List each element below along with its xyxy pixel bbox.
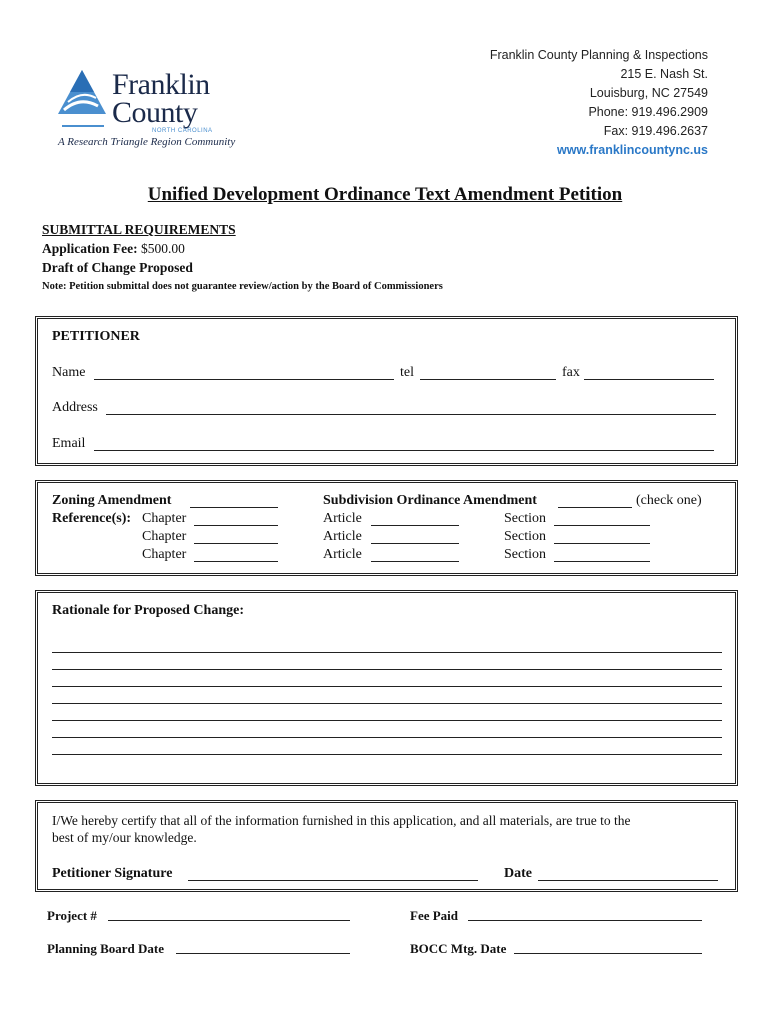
address-fax: Fax: 919.496.2637 [603, 124, 708, 138]
logo-franklin: Franklin [112, 68, 210, 101]
section-field-3[interactable] [554, 561, 650, 562]
address-phone: Phone: 919.496.2909 [588, 105, 708, 119]
name-label: Name [52, 365, 86, 380]
chapter-label: Chapter [142, 529, 187, 544]
project-label: Project # [47, 908, 97, 923]
subdivision-amendment-field[interactable] [558, 507, 632, 508]
section-label: Section [504, 511, 546, 526]
rationale-line-2[interactable] [52, 669, 722, 670]
email-label: Email [52, 436, 86, 451]
address-city: Louisburg, NC 27549 [589, 86, 708, 100]
section-field-2[interactable] [554, 543, 650, 544]
project-field[interactable] [108, 920, 350, 921]
article-label: Article [323, 529, 362, 544]
subdivision-amendment-label: Subdivision Ordinance Amendment [323, 493, 537, 508]
article-field-1[interactable] [371, 525, 459, 526]
section-field-1[interactable] [554, 525, 650, 526]
logo-tagline: A Research Triangle Region Community [58, 136, 236, 148]
fax-field[interactable] [584, 379, 714, 380]
article-label: Article [323, 547, 362, 562]
rationale-line-4[interactable] [52, 703, 722, 704]
address-street: 215 E. Nash St. [620, 67, 708, 81]
rationale-line-6[interactable] [52, 737, 722, 738]
petitioner-box [35, 316, 738, 466]
zoning-amendment-field[interactable] [190, 507, 278, 508]
zoning-amendment-label: Zoning Amendment [52, 493, 172, 508]
draft-requirement: Draft of Change Proposed [42, 260, 193, 275]
bocc-date-label: BOCC Mtg. Date [410, 941, 507, 956]
check-one-note: (check one) [636, 493, 702, 508]
email-field[interactable] [94, 450, 714, 451]
tel-label: tel [400, 365, 414, 380]
address-label: Address [52, 400, 98, 415]
fee-label: Application Fee: [42, 241, 138, 256]
references-box [35, 480, 738, 576]
chapter-label: Chapter [142, 547, 187, 562]
name-field[interactable] [94, 379, 394, 380]
logo-state: NORTH CAROLINA [152, 128, 213, 134]
bocc-date-field[interactable] [514, 953, 702, 954]
signature-field[interactable] [188, 880, 478, 881]
certification-box [35, 800, 738, 892]
requirements-heading: SUBMITTAL REQUIREMENTS [42, 222, 236, 237]
application-fee [42, 241, 185, 257]
rationale-heading: Rationale for Proposed Change: [52, 603, 244, 618]
chapter-label: Chapter [142, 511, 187, 526]
fee-value: $500.00 [141, 241, 185, 256]
rationale-line-5[interactable] [52, 720, 722, 721]
signature-label: Petitioner Signature [52, 866, 173, 881]
chapter-field-1[interactable] [194, 525, 278, 526]
fax-label: fax [562, 365, 580, 380]
rationale-line-7[interactable] [52, 754, 722, 755]
website-link[interactable]: www.franklincountync.us [557, 143, 708, 157]
rationale-box [35, 590, 738, 786]
address-org: Franklin County Planning & Inspections [489, 48, 708, 62]
logo-county: County [112, 96, 198, 129]
fee-paid-label: Fee Paid [410, 908, 459, 923]
article-field-2[interactable] [371, 543, 459, 544]
page-title: Unified Development Ordinance Text Amendment Petition [147, 184, 623, 205]
rationale-line-3[interactable] [52, 686, 722, 687]
submittal-note: Note: Petition submittal does not guarantee review/action by the Board of Commissioners [42, 281, 443, 292]
certification-text-1: I/We hereby certify that all of the information furnished in this application, and all materials, are true to the [52, 813, 631, 828]
references-label: Reference(s): [52, 511, 132, 526]
section-label: Section [504, 529, 546, 544]
date-field[interactable] [538, 880, 718, 881]
planning-board-date-field[interactable] [176, 953, 350, 954]
article-field-3[interactable] [371, 561, 459, 562]
address-field[interactable] [106, 414, 716, 415]
chapter-field-2[interactable] [194, 543, 278, 544]
tel-field[interactable] [420, 379, 556, 380]
fee-paid-field[interactable] [468, 920, 702, 921]
article-label: Article [323, 511, 362, 526]
section-label: Section [504, 547, 546, 562]
petitioner-heading: PETITIONER [52, 329, 140, 344]
planning-board-date-label: Planning Board Date [47, 941, 165, 956]
date-label: Date [504, 866, 532, 881]
chapter-field-3[interactable] [194, 561, 278, 562]
certification-text-2: best of my/our knowledge. [52, 830, 197, 845]
rationale-line-1[interactable] [52, 652, 722, 653]
